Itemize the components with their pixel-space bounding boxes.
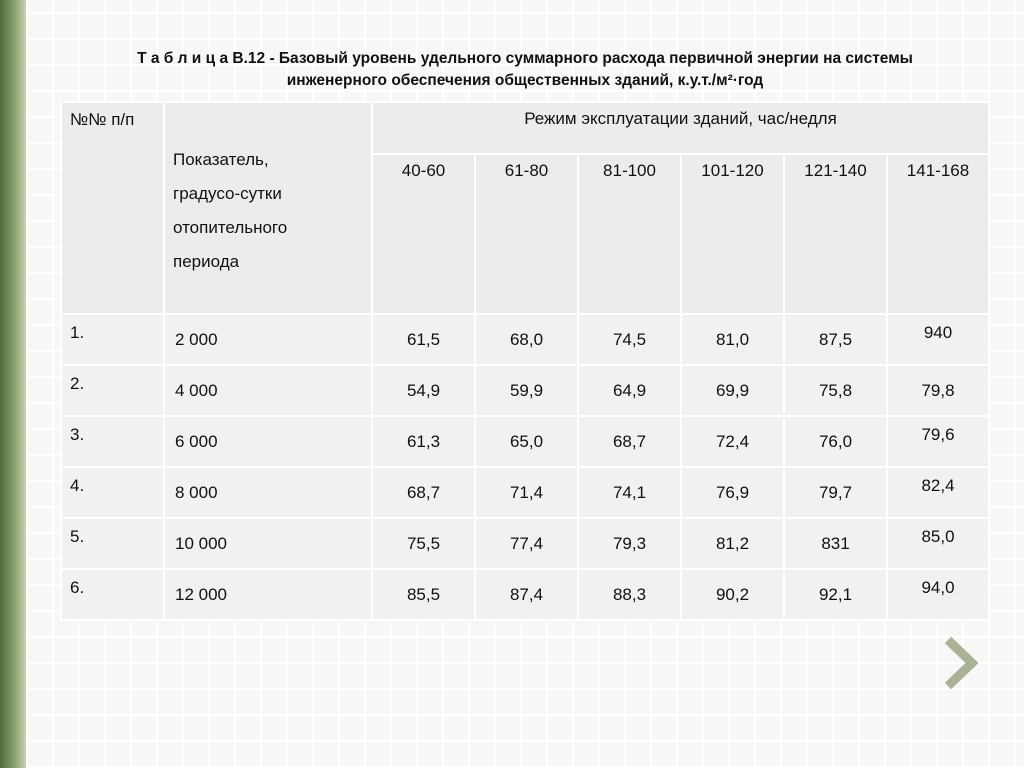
value-cell: 87,4 [475, 569, 578, 620]
value-cell: 61,3 [372, 416, 475, 467]
range-header: 40-60 [372, 154, 475, 314]
range-header: 61-80 [475, 154, 578, 314]
value-cell: 74,5 [578, 314, 681, 365]
value-cell: 68,7 [578, 416, 681, 467]
value-cell: 61,5 [372, 314, 475, 365]
header-cell-num [61, 102, 164, 314]
value-cell: 74,1 [578, 467, 681, 518]
value-cell: 85,5 [372, 569, 475, 620]
range-header: 141-168 [887, 154, 989, 314]
value-cell: 65,0 [475, 416, 578, 467]
table-row [61, 467, 989, 518]
chevron-right-icon [944, 636, 978, 690]
row-number: 1. [61, 314, 164, 365]
value-cell: 68,7 [372, 467, 475, 518]
value-cell: 88,3 [578, 569, 681, 620]
value-cell: 59,9 [475, 365, 578, 416]
row-indicator: 10 000 [164, 518, 372, 569]
value-cell: 79,3 [578, 518, 681, 569]
row-indicator: 12 000 [164, 569, 372, 620]
row-number: 5. [61, 518, 164, 569]
table-row [61, 569, 989, 620]
table-row [61, 518, 989, 569]
table-title [60, 48, 990, 92]
value-cell: 71,4 [475, 467, 578, 518]
title-line-1: Т а б л и ц а В.12 - Базовый уровень удельного суммарного расхода первичной энергии на системы [137, 50, 913, 67]
title-line-2: инженерного обеспечения общественных зданий, к.у.т./м²·год [286, 72, 764, 89]
value-cell: 77,4 [475, 518, 578, 569]
header-cell-indicator [164, 102, 372, 314]
row-number: 2. [61, 365, 164, 416]
header-indicator-label: Показатель, градусо-сутки отопительного периода [173, 150, 288, 271]
header-mode-label: Режим эксплуатации зданий, час/недля [524, 109, 837, 128]
value-cell: 85,0 [887, 518, 989, 569]
value-cell: 81,0 [681, 314, 784, 365]
value-cell: 90,2 [681, 569, 784, 620]
value-cell: 69,9 [681, 365, 784, 416]
table-row [61, 365, 989, 416]
value-cell: 82,4 [887, 467, 989, 518]
value-cell: 79,6 [887, 416, 989, 467]
value-cell: 64,9 [578, 365, 681, 416]
header-num-label: №№ п/п [70, 110, 135, 129]
row-indicator: 4 000 [164, 365, 372, 416]
range-header: 121-140 [784, 154, 887, 314]
value-cell: 76,0 [784, 416, 887, 467]
value-cell: 87,5 [784, 314, 887, 365]
header-cell-mode [372, 102, 989, 154]
value-cell: 831 [784, 518, 887, 569]
value-cell: 79,8 [887, 365, 989, 416]
energy-consumption-table [60, 101, 990, 621]
value-cell: 76,9 [681, 467, 784, 518]
row-indicator: 8 000 [164, 467, 372, 518]
value-cell: 94,0 [887, 569, 989, 620]
row-indicator: 6 000 [164, 416, 372, 467]
value-cell: 75,5 [372, 518, 475, 569]
row-number: 4. [61, 467, 164, 518]
value-cell: 75,8 [784, 365, 887, 416]
decorative-side-bar [0, 0, 26, 768]
table-row [61, 314, 989, 365]
row-number: 6. [61, 569, 164, 620]
value-cell: 940 [887, 314, 989, 365]
row-indicator: 2 000 [164, 314, 372, 365]
header-row-1 [61, 102, 989, 154]
row-number: 3. [61, 416, 164, 467]
next-slide-button[interactable] [944, 636, 978, 690]
value-cell: 68,0 [475, 314, 578, 365]
range-header: 101-120 [681, 154, 784, 314]
value-cell: 81,2 [681, 518, 784, 569]
value-cell: 72,4 [681, 416, 784, 467]
table-row [61, 416, 989, 467]
value-cell: 92,1 [784, 569, 887, 620]
range-header: 81-100 [578, 154, 681, 314]
value-cell: 79,7 [784, 467, 887, 518]
value-cell: 54,9 [372, 365, 475, 416]
